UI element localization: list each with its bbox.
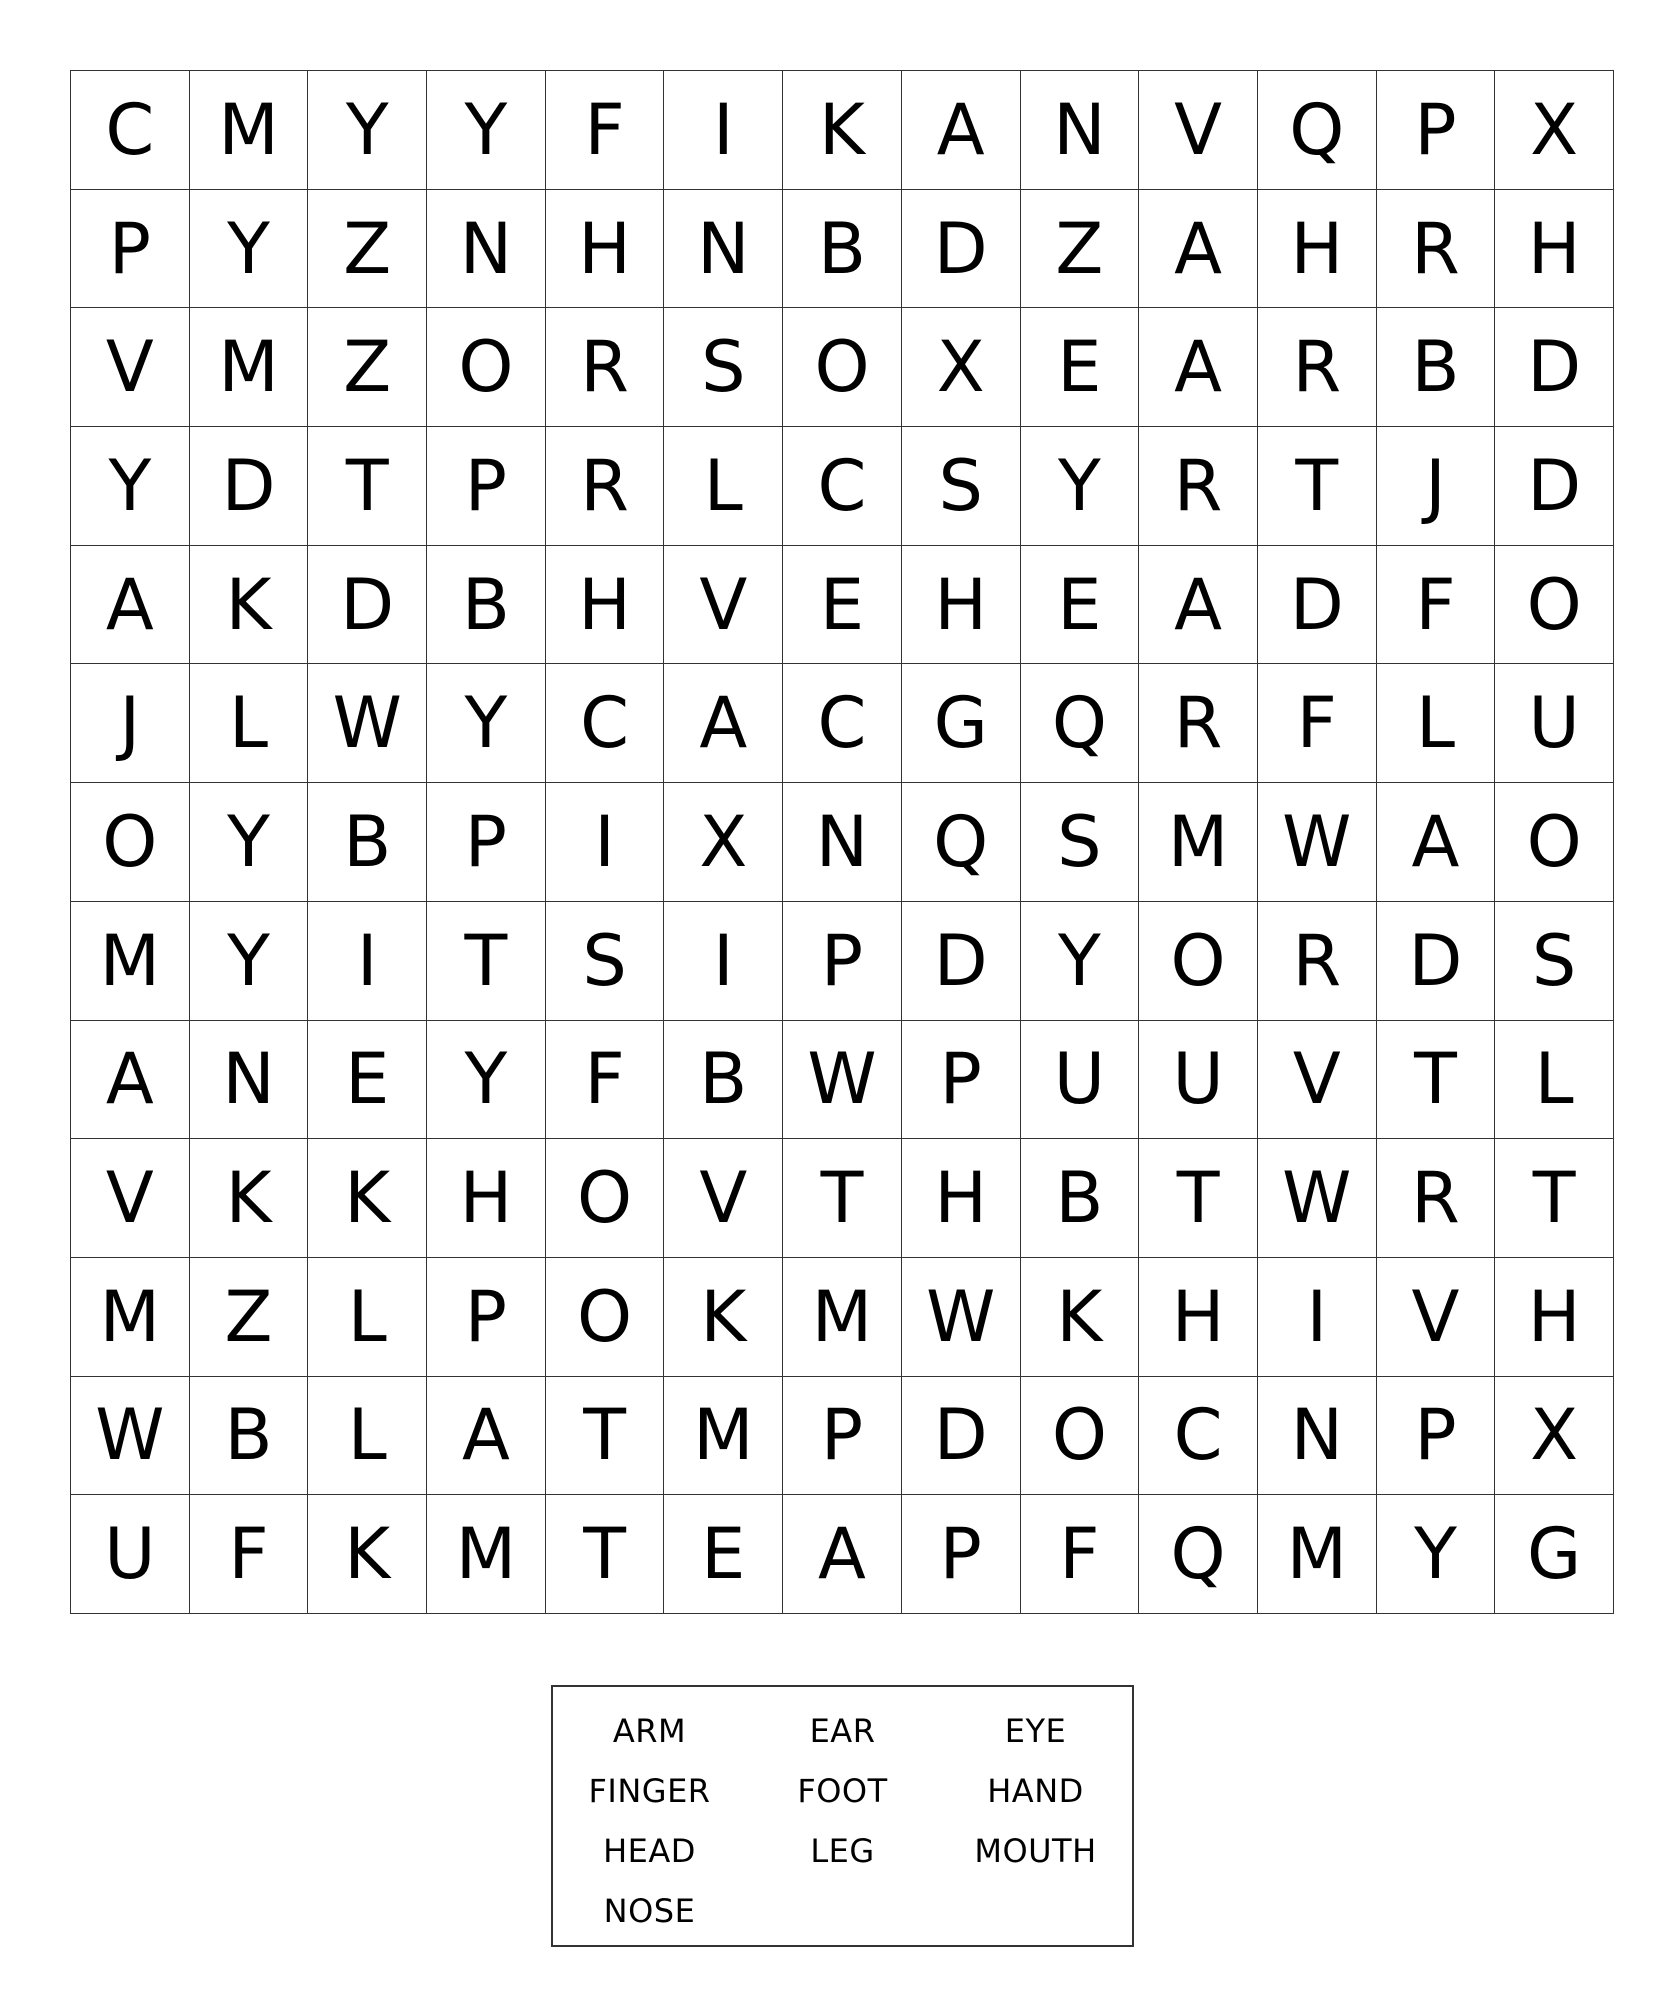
grid-cell[interactable]: Z xyxy=(1021,190,1140,309)
grid-cell[interactable]: A xyxy=(1139,190,1258,309)
grid-cell[interactable]: Y xyxy=(427,1021,546,1140)
grid-cell[interactable]: J xyxy=(1377,427,1496,546)
grid-cell[interactable]: E xyxy=(783,546,902,665)
grid-cell[interactable]: Q xyxy=(1021,664,1140,783)
grid-cell[interactable]: S xyxy=(546,902,665,1021)
grid-cell[interactable]: D xyxy=(902,902,1021,1021)
word-list xyxy=(553,1701,1132,1941)
grid-cell[interactable]: Y xyxy=(427,71,546,190)
grid-cell[interactable]: F xyxy=(546,1021,665,1140)
grid-cell[interactable]: B xyxy=(308,783,427,902)
grid-cell[interactable]: O xyxy=(546,1258,665,1377)
grid-cell[interactable]: R xyxy=(1377,1139,1496,1258)
grid-cell[interactable]: B xyxy=(664,1021,783,1140)
grid-cell[interactable]: O xyxy=(1021,1377,1140,1496)
grid-cell[interactable]: M xyxy=(783,1258,902,1377)
grid-cell[interactable]: N xyxy=(664,190,783,309)
grid-cell[interactable]: A xyxy=(1139,546,1258,665)
word-list-item: HAND xyxy=(987,1772,1084,1810)
grid-cell[interactable]: O xyxy=(427,308,546,427)
grid-cell[interactable]: Z xyxy=(308,190,427,309)
grid-cell[interactable]: A xyxy=(1139,308,1258,427)
grid-cell[interactable]: T xyxy=(308,427,427,546)
grid-cell[interactable]: T xyxy=(1377,1021,1496,1140)
grid-cell[interactable]: K xyxy=(190,1139,309,1258)
grid-cell[interactable]: T xyxy=(1495,1139,1614,1258)
grid-cell[interactable]: I xyxy=(664,902,783,1021)
grid-cell[interactable]: N xyxy=(427,190,546,309)
grid-cell[interactable]: K xyxy=(1021,1258,1140,1377)
letter-grid xyxy=(70,70,1614,1614)
grid-cell[interactable]: A xyxy=(71,546,190,665)
grid-cell[interactable]: U xyxy=(1495,664,1614,783)
grid-cell[interactable]: V xyxy=(1139,71,1258,190)
grid-cell[interactable]: W xyxy=(783,1021,902,1140)
grid-cell[interactable]: A xyxy=(1377,783,1496,902)
word-list-box xyxy=(551,1685,1134,1947)
word-list-item: FINGER xyxy=(588,1772,711,1810)
grid-cell[interactable]: S xyxy=(902,427,1021,546)
word-list-item: FOOT xyxy=(797,1772,888,1810)
grid-cell[interactable]: P xyxy=(1377,71,1496,190)
grid-cell[interactable]: L xyxy=(308,1258,427,1377)
grid-cell[interactable]: C xyxy=(1139,1377,1258,1496)
grid-cell[interactable]: Q xyxy=(1258,71,1377,190)
grid-cell[interactable]: N xyxy=(1258,1377,1377,1496)
grid-cell[interactable]: H xyxy=(427,1139,546,1258)
grid-cell[interactable]: Z xyxy=(190,1258,309,1377)
grid-cell[interactable]: D xyxy=(1495,427,1614,546)
grid-cell[interactable]: X xyxy=(1495,1377,1614,1496)
grid-cell[interactable]: H xyxy=(546,546,665,665)
grid-cell[interactable]: E xyxy=(664,1495,783,1614)
grid-cell[interactable]: I xyxy=(308,902,427,1021)
grid-cell[interactable]: D xyxy=(902,190,1021,309)
grid-cell[interactable]: A xyxy=(664,664,783,783)
grid-cell[interactable]: B xyxy=(190,1377,309,1496)
grid-cell[interactable]: V xyxy=(1377,1258,1496,1377)
grid-cell[interactable]: P xyxy=(71,190,190,309)
grid-cell[interactable]: A xyxy=(902,71,1021,190)
grid-cell[interactable]: M xyxy=(190,71,309,190)
grid-cell[interactable]: V xyxy=(664,546,783,665)
grid-cell[interactable]: S xyxy=(1021,783,1140,902)
grid-cell[interactable]: M xyxy=(1258,1495,1377,1614)
grid-cell[interactable]: T xyxy=(546,1377,665,1496)
grid-cell[interactable]: F xyxy=(1021,1495,1140,1614)
grid-cell[interactable]: P xyxy=(783,902,902,1021)
grid-cell[interactable]: O xyxy=(1495,546,1614,665)
grid-cell[interactable]: Y xyxy=(190,902,309,1021)
grid-cell[interactable]: R xyxy=(546,427,665,546)
grid-cell[interactable]: S xyxy=(664,308,783,427)
grid-cell[interactable]: Y xyxy=(1021,902,1140,1021)
grid-cell[interactable]: Y xyxy=(427,664,546,783)
grid-cell[interactable]: T xyxy=(783,1139,902,1258)
grid-cell[interactable]: B xyxy=(783,190,902,309)
grid-cell[interactable]: P xyxy=(1377,1377,1496,1496)
grid-cell[interactable]: F xyxy=(1258,664,1377,783)
grid-cell[interactable]: T xyxy=(427,902,546,1021)
grid-cell[interactable]: U xyxy=(71,1495,190,1614)
grid-cell[interactable]: A xyxy=(71,1021,190,1140)
grid-cell[interactable]: D xyxy=(308,546,427,665)
word-list-item: HEAD xyxy=(603,1832,696,1870)
grid-cell[interactable]: V xyxy=(71,308,190,427)
word-list-item: MOUTH xyxy=(974,1832,1097,1870)
grid-cell[interactable]: C xyxy=(71,71,190,190)
grid-cell[interactable]: W xyxy=(1258,1139,1377,1258)
grid-cell[interactable]: R xyxy=(1139,664,1258,783)
grid-cell[interactable]: L xyxy=(1495,1021,1614,1140)
grid-cell[interactable]: N xyxy=(783,783,902,902)
grid-cell[interactable]: W xyxy=(71,1377,190,1496)
grid-cell[interactable]: H xyxy=(1258,190,1377,309)
grid-cell[interactable]: Y xyxy=(190,190,309,309)
grid-cell[interactable]: T xyxy=(1139,1139,1258,1258)
grid-cell[interactable]: P xyxy=(902,1021,1021,1140)
grid-cell[interactable]: N xyxy=(190,1021,309,1140)
grid-cell[interactable]: D xyxy=(1258,546,1377,665)
grid-cell[interactable]: T xyxy=(1258,427,1377,546)
grid-cell[interactable]: I xyxy=(546,783,665,902)
grid-cell[interactable]: R xyxy=(1377,190,1496,309)
grid-cell[interactable]: L xyxy=(308,1377,427,1496)
grid-cell[interactable]: E xyxy=(308,1021,427,1140)
grid-cell[interactable]: M xyxy=(427,1495,546,1614)
grid-cell[interactable]: R xyxy=(1139,427,1258,546)
grid-cell[interactable]: H xyxy=(902,1139,1021,1258)
grid-cell[interactable]: J xyxy=(71,664,190,783)
grid-cell[interactable]: M xyxy=(71,1258,190,1377)
grid-cell[interactable]: M xyxy=(71,902,190,1021)
grid-cell[interactable]: T xyxy=(546,1495,665,1614)
grid-cell[interactable]: K xyxy=(308,1495,427,1614)
grid-cell[interactable]: D xyxy=(1377,902,1496,1021)
grid-cell[interactable]: Z xyxy=(308,308,427,427)
grid-cell[interactable]: M xyxy=(1139,783,1258,902)
grid-cell[interactable]: O xyxy=(1139,902,1258,1021)
grid-cell[interactable]: L xyxy=(190,664,309,783)
grid-cell[interactable]: Y xyxy=(71,427,190,546)
grid-cell[interactable]: M xyxy=(190,308,309,427)
grid-cell[interactable]: H xyxy=(1139,1258,1258,1377)
grid-cell[interactable]: K xyxy=(308,1139,427,1258)
grid-cell[interactable]: Q xyxy=(1139,1495,1258,1614)
grid-cell[interactable]: H xyxy=(902,546,1021,665)
grid-cell[interactable]: F xyxy=(546,71,665,190)
grid-cell[interactable]: H xyxy=(546,190,665,309)
grid-cell[interactable]: E xyxy=(1021,308,1140,427)
word-list-item: EAR xyxy=(809,1712,876,1750)
grid-cell[interactable]: X xyxy=(902,308,1021,427)
grid-cell[interactable]: X xyxy=(664,783,783,902)
grid-cell[interactable]: B xyxy=(427,546,546,665)
grid-cell[interactable]: L xyxy=(1377,664,1496,783)
grid-cell[interactable]: O xyxy=(71,783,190,902)
grid-cell[interactable]: D xyxy=(1495,308,1614,427)
grid-cell[interactable]: O xyxy=(546,1139,665,1258)
word-list-item: NOSE xyxy=(603,1892,696,1930)
grid-cell[interactable]: W xyxy=(902,1258,1021,1377)
grid-cell[interactable]: S xyxy=(1495,902,1614,1021)
grid-cell[interactable]: Q xyxy=(902,783,1021,902)
word-list-item: LEG xyxy=(810,1832,875,1870)
grid-cell[interactable]: W xyxy=(1258,783,1377,902)
grid-cell[interactable]: Y xyxy=(1377,1495,1496,1614)
grid-cell[interactable]: Y xyxy=(1021,427,1140,546)
grid-cell[interactable]: A xyxy=(783,1495,902,1614)
grid-cell[interactable]: U xyxy=(1139,1021,1258,1140)
grid-cell[interactable]: I xyxy=(664,71,783,190)
grid-cell[interactable]: V xyxy=(1258,1021,1377,1140)
grid-cell[interactable]: V xyxy=(71,1139,190,1258)
grid-cell[interactable]: C xyxy=(783,664,902,783)
grid-cell[interactable]: N xyxy=(1021,71,1140,190)
grid-cell[interactable]: P xyxy=(427,783,546,902)
grid-cell[interactable]: I xyxy=(1258,1258,1377,1377)
grid-cell[interactable]: K xyxy=(783,71,902,190)
grid-cell[interactable]: C xyxy=(783,427,902,546)
grid-cell[interactable]: F xyxy=(190,1495,309,1614)
grid-cell[interactable]: R xyxy=(546,308,665,427)
grid-cell[interactable]: B xyxy=(1021,1139,1140,1258)
grid-cell[interactable]: K xyxy=(190,546,309,665)
grid-cell[interactable]: O xyxy=(783,308,902,427)
grid-cell[interactable]: P xyxy=(427,1258,546,1377)
grid-cell[interactable]: H xyxy=(1495,190,1614,309)
grid-cell[interactable]: P xyxy=(427,427,546,546)
grid-cell[interactable]: V xyxy=(664,1139,783,1258)
grid-cell[interactable]: P xyxy=(902,1495,1021,1614)
grid-cell[interactable]: G xyxy=(902,664,1021,783)
grid-cell[interactable]: D xyxy=(902,1377,1021,1496)
grid-cell[interactable]: F xyxy=(1377,546,1496,665)
grid-cell[interactable]: U xyxy=(1021,1021,1140,1140)
word-list-item: EYE xyxy=(1004,1712,1067,1750)
grid-cell[interactable]: R xyxy=(1258,902,1377,1021)
grid-cell[interactable]: A xyxy=(427,1377,546,1496)
grid-cell[interactable]: G xyxy=(1495,1495,1614,1614)
grid-cell[interactable]: L xyxy=(664,427,783,546)
grid-cell[interactable]: R xyxy=(1258,308,1377,427)
grid-cell[interactable]: Y xyxy=(308,71,427,190)
grid-cell[interactable]: Y xyxy=(190,783,309,902)
grid-cell[interactable]: K xyxy=(664,1258,783,1377)
word-list-item: ARM xyxy=(612,1712,687,1750)
grid-cell[interactable]: X xyxy=(1495,71,1614,190)
grid-cell[interactable]: W xyxy=(308,664,427,783)
grid-cell[interactable]: O xyxy=(1495,783,1614,902)
grid-cell[interactable]: M xyxy=(664,1377,783,1496)
grid-cell[interactable]: B xyxy=(1377,308,1496,427)
grid-cell[interactable]: H xyxy=(1495,1258,1614,1377)
grid-cell[interactable]: E xyxy=(1021,546,1140,665)
grid-cell[interactable]: D xyxy=(190,427,309,546)
grid-cell[interactable]: P xyxy=(783,1377,902,1496)
grid-cell[interactable]: C xyxy=(546,664,665,783)
